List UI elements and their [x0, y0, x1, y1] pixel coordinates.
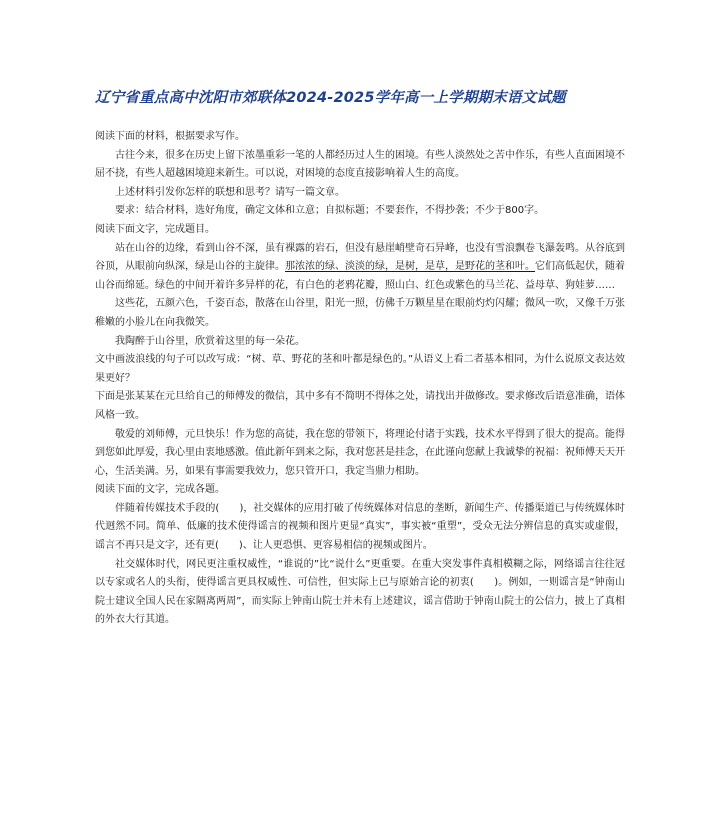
passage-paragraph [95, 240, 625, 296]
passage-paragraph: 我陶醉于山谷里，欣赏着这里的每一朵花。 [115, 335, 305, 347]
document-body [95, 128, 625, 630]
document-title: 辽宁省重点高中沈阳市郊联体2024-2025学年高一上学期期末语文试题 [95, 90, 566, 106]
wavy-underlined-sentence: 那浓浓的绿、淡淡的绿，是树，是草，是野花的茎和叶。 [285, 261, 535, 273]
question-text: 下面是张某某在元旦给自己的师傅发的微信，其中多有不简明不得体之处，请找出并做修改。要求修改后语意准确，语体风格一致。 [95, 391, 625, 421]
question-text: 文中画波浪线的句子可以改写成：“树、草、野花的茎和叶都是绿色的。”从语义上看二者基本相同，为什么说原文表达效果更好？ [95, 354, 625, 384]
passage-paragraph: 伴随着传媒技术手段的( )，社交媒体的应用打破了传统媒体对信息的垄断，新闻生产、传播渠道已与传统媒体时代迥然不同。简单、低廉的技术使得谣言的视频和图片更显“真实”，事实被“重塑”，受众无法分辨信息的真实或虚假，谣言不再只是文字，还有更( )、让人更恐惧、更容易相信的视频或图片。 [95, 502, 625, 552]
passage-paragraph: 社交媒体时代，网民更注重权威性，“谁说的”比“说什么”更重要。在重大突发事件真相模糊之际，网络谣言往往冠以专家或名人的头衔，使得谣言更具权威性、可信性，但实际上已与原始言论的初衷( )。例如，一则谣言是“钟南山院士建议全国人民在家隔离两周”，而实际上钟南山院士并未有上述建议，谣言借助于钟南山院士的公信力，披上了真相的外衣大行其道。 [95, 558, 625, 626]
instruction-reading: 阅读下面文字，完成题目。 [95, 223, 215, 235]
passage-text-before: 站在山谷的边缘，看到山谷不深，虽有裸露的岩石，但没有悬崖峭壁奇石异峰，也没有雪浪飘卷飞瀑轰鸣。从谷底到谷顶，从眼前向纵深，绿是山谷的主旋律。 [95, 242, 625, 273]
material-paragraph: 古往今来，很多在历史上留下浓墨重彩一笔的人都经历过人生的困境。有些人淡然处之苦中作乐，有些人直面困境不屈不挠，有些人超越困境迎来新生。可以说，对困境的态度直接影响着人生的高度。 [95, 149, 625, 180]
passage-text-after: 它们高低起伏，随着山谷而绵延。绿色的中间开着许多异样的花，有白色的老鸦花瓣，照山白、红色或紫色的马兰花、益母草、狗娃萝…… [95, 261, 625, 291]
writing-prompt: 上述材料引发你怎样的联想和思考？请写一篇文章。 [115, 186, 345, 198]
passage-paragraph: 这些花，五颜六色，千姿百态，散落在山谷里，阳光一照，仿佛千万颗星星在眼前灼灼闪耀；微风一吹，又像千万张稚嫩的小脸儿在向我微笑。 [95, 298, 625, 328]
wechat-message: 敬爱的刘师傅，元旦快乐！作为您的高徒，我在您的带领下，将理论付诸于实践，技术水平得到了很大的提高。能得到您如此厚爱，我心里由衷地感激。值此新年到来之际，我对您甚是挂念，在此谨向您献上我诚挚的祝福：祝师傅天天开心，生活美满。另，如果有事需要我效力，您只管开口，我定当鼎力相助。 [95, 428, 625, 477]
instruction-writing: 阅读下面的材料，根据要求写作。 [95, 131, 245, 142]
instruction-reading: 阅读下面的文字，完成各题。 [95, 484, 225, 496]
writing-requirements: 要求：结合材料，选好角度，确定文体和立意；自拟标题；不要套作，不得抄袭；不少于800字。 [115, 205, 545, 217]
